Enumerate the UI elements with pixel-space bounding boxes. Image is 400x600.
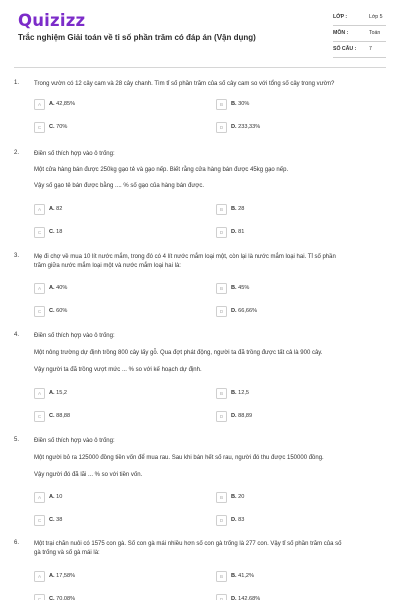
option-letter: A. (49, 493, 55, 500)
question-text: Mẹ đi chợ về mua 10 lít nước mắm, trong đó có 4 lít nước mắm loại một, còn lại là nước mắm loại hai. Tỉ số phần (34, 254, 336, 260)
question-text: Một cửa hàng bán được 250kg gạo tẻ và gạo nếp. Biết rằng cửa hàng bán được 45kg gạo nếp. (34, 167, 289, 173)
option-text: 83 (238, 516, 245, 523)
option-text: 142,68% (238, 595, 261, 600)
option-letter: C. (49, 123, 55, 130)
meta-subject (333, 30, 381, 36)
question-text: Điền số thích hợp vào ô trống: (34, 438, 115, 444)
option-text: 17,58% (56, 572, 76, 579)
option-letter: A. (49, 205, 55, 212)
option-letter: D. (231, 123, 237, 130)
option-text: 66,66% (238, 307, 258, 314)
option-b-box: B (216, 204, 227, 215)
option-d-box: D (216, 515, 227, 526)
question-number: 6. (14, 540, 20, 546)
option-text: 88,88 (56, 412, 71, 419)
option-text: 15,2 (56, 389, 68, 396)
option-b-box: B (216, 99, 227, 110)
option-letter: D. (231, 228, 237, 235)
option-letter: D. (231, 412, 237, 419)
option-text: 12,5 (238, 389, 250, 396)
question-text: Vậy người ta đã trồng vượt mức ... % so với kế hoạch dự định. (34, 367, 202, 373)
option-text: 45% (238, 284, 250, 291)
option-letter: B. (231, 205, 237, 212)
option-c-box: C (34, 306, 45, 317)
option-letter: B. (231, 100, 237, 107)
header-divider (14, 67, 386, 68)
option-d-box: D (216, 411, 227, 422)
option-letter: C. (49, 412, 55, 419)
option-text: 88,89 (238, 412, 253, 419)
meta-subject-label: MÔN : (333, 30, 349, 36)
option-d-box: D (216, 594, 227, 600)
option-text: 10 (56, 493, 63, 500)
option-text: 81 (238, 228, 245, 235)
option-a-box: A (34, 492, 45, 503)
option-letter: A. (49, 389, 55, 396)
question-number: 2. (14, 150, 20, 156)
meta-count (333, 46, 372, 52)
option-letter: C. (49, 595, 55, 600)
meta-class-label: LỚP : (333, 14, 348, 20)
option-c-box: C (34, 227, 45, 238)
option-letter: B. (231, 493, 237, 500)
option-text: 70% (56, 123, 68, 130)
option-c-box: C (34, 594, 45, 600)
quizizz-logo: Quizizz (18, 11, 86, 30)
option-a-box: A (34, 571, 45, 582)
option-text: 82 (56, 205, 63, 212)
meta-subject-value: Toán (369, 30, 381, 36)
question-text: Điền số thích hợp vào ô trống: (34, 151, 115, 157)
option-text: 41,2% (238, 572, 255, 579)
option-text: 42,85% (56, 100, 76, 107)
option-c-box: C (34, 515, 45, 526)
meta-divider (333, 25, 386, 26)
meta-divider (333, 41, 386, 42)
option-b-box: B (216, 283, 227, 294)
option-letter: B. (231, 572, 237, 579)
option-text: 28 (238, 205, 245, 212)
question-text: Điền số thích hợp vào ô trống: (34, 333, 115, 339)
option-text: 233,33% (238, 123, 261, 130)
option-letter: C. (49, 228, 55, 235)
option-text: 30% (238, 100, 250, 107)
option-a-box: A (34, 283, 45, 294)
question-text: Một người bỏ ra 125000 đồng tiền vốn để mua rau. Sau khi bán hết số rau, người đó thu được 150000 đồng. (34, 455, 324, 461)
option-letter: D. (231, 307, 237, 314)
meta-class-value: Lớp 5 (369, 14, 383, 20)
question-number: 5. (14, 437, 20, 443)
option-letter: C. (49, 307, 55, 314)
option-letter: A. (49, 100, 55, 107)
option-d-box: D (216, 306, 227, 317)
meta-divider (333, 57, 386, 58)
meta-count-value: 7 (369, 46, 372, 52)
option-letter: B. (231, 284, 237, 291)
option-b-box: B (216, 571, 227, 582)
option-text: 20 (238, 493, 245, 500)
question-number: 3. (14, 253, 20, 259)
question-number: 1. (14, 80, 20, 86)
option-text: 18 (56, 228, 63, 235)
option-a-box: A (34, 204, 45, 215)
option-a-box: A (34, 99, 45, 110)
meta-count-label: SỐ CÂU : (333, 46, 357, 52)
option-letter: C. (49, 516, 55, 523)
option-text: 60% (56, 307, 68, 314)
option-d-box: D (216, 227, 227, 238)
question-number: 4. (14, 332, 20, 338)
option-text: 40% (56, 284, 68, 291)
option-letter: D. (231, 595, 237, 600)
option-text: 70,08% (56, 595, 76, 600)
option-d-box: D (216, 122, 227, 133)
option-letter: B. (231, 389, 237, 396)
quiz-title: Trắc nghiệm Giải toán về tỉ số phần trăm có đáp án (Vận dụng) (18, 33, 256, 42)
option-letter: A. (49, 284, 55, 291)
option-c-box: C (34, 411, 45, 422)
question-text: gà trống và số gà mái là: (34, 550, 100, 556)
question-text: Vậy số gạo tẻ bán được bằng .... % số gạo của hàng bán được. (34, 183, 205, 189)
option-b-box: B (216, 388, 227, 399)
option-c-box: C (34, 122, 45, 133)
option-a-box: A (34, 388, 45, 399)
meta-class (333, 14, 383, 20)
option-b-box: B (216, 492, 227, 503)
question-text: Vậy người đó đã lãi ... % so với tiền vốn. (34, 472, 143, 478)
option-letter: A. (49, 572, 55, 579)
option-text: 38 (56, 516, 63, 523)
option-letter: D. (231, 516, 237, 523)
question-text: Trong vườn có 12 cây cam và 28 cây chanh. Tìm tỉ số phần trăm của số cây cam so với tổng số cây trong vườn? (34, 81, 335, 87)
worksheet-header (0, 0, 400, 64)
question-text: Một nông trường dự định trồng 800 cây lấy gỗ. Qua đợt phát động, người ta đã trồng được tất cả là 900 cây. (34, 350, 323, 356)
question-text: Một trại chăn nuôi có 1575 con gà. Số con gà mái nhiều hơn số con gà trống là 277 con. Vậy tỉ số phần trăm của số (34, 541, 342, 547)
question-text: trăm giữa nước mắm loại một và nước mắm loại hai là: (34, 263, 181, 269)
